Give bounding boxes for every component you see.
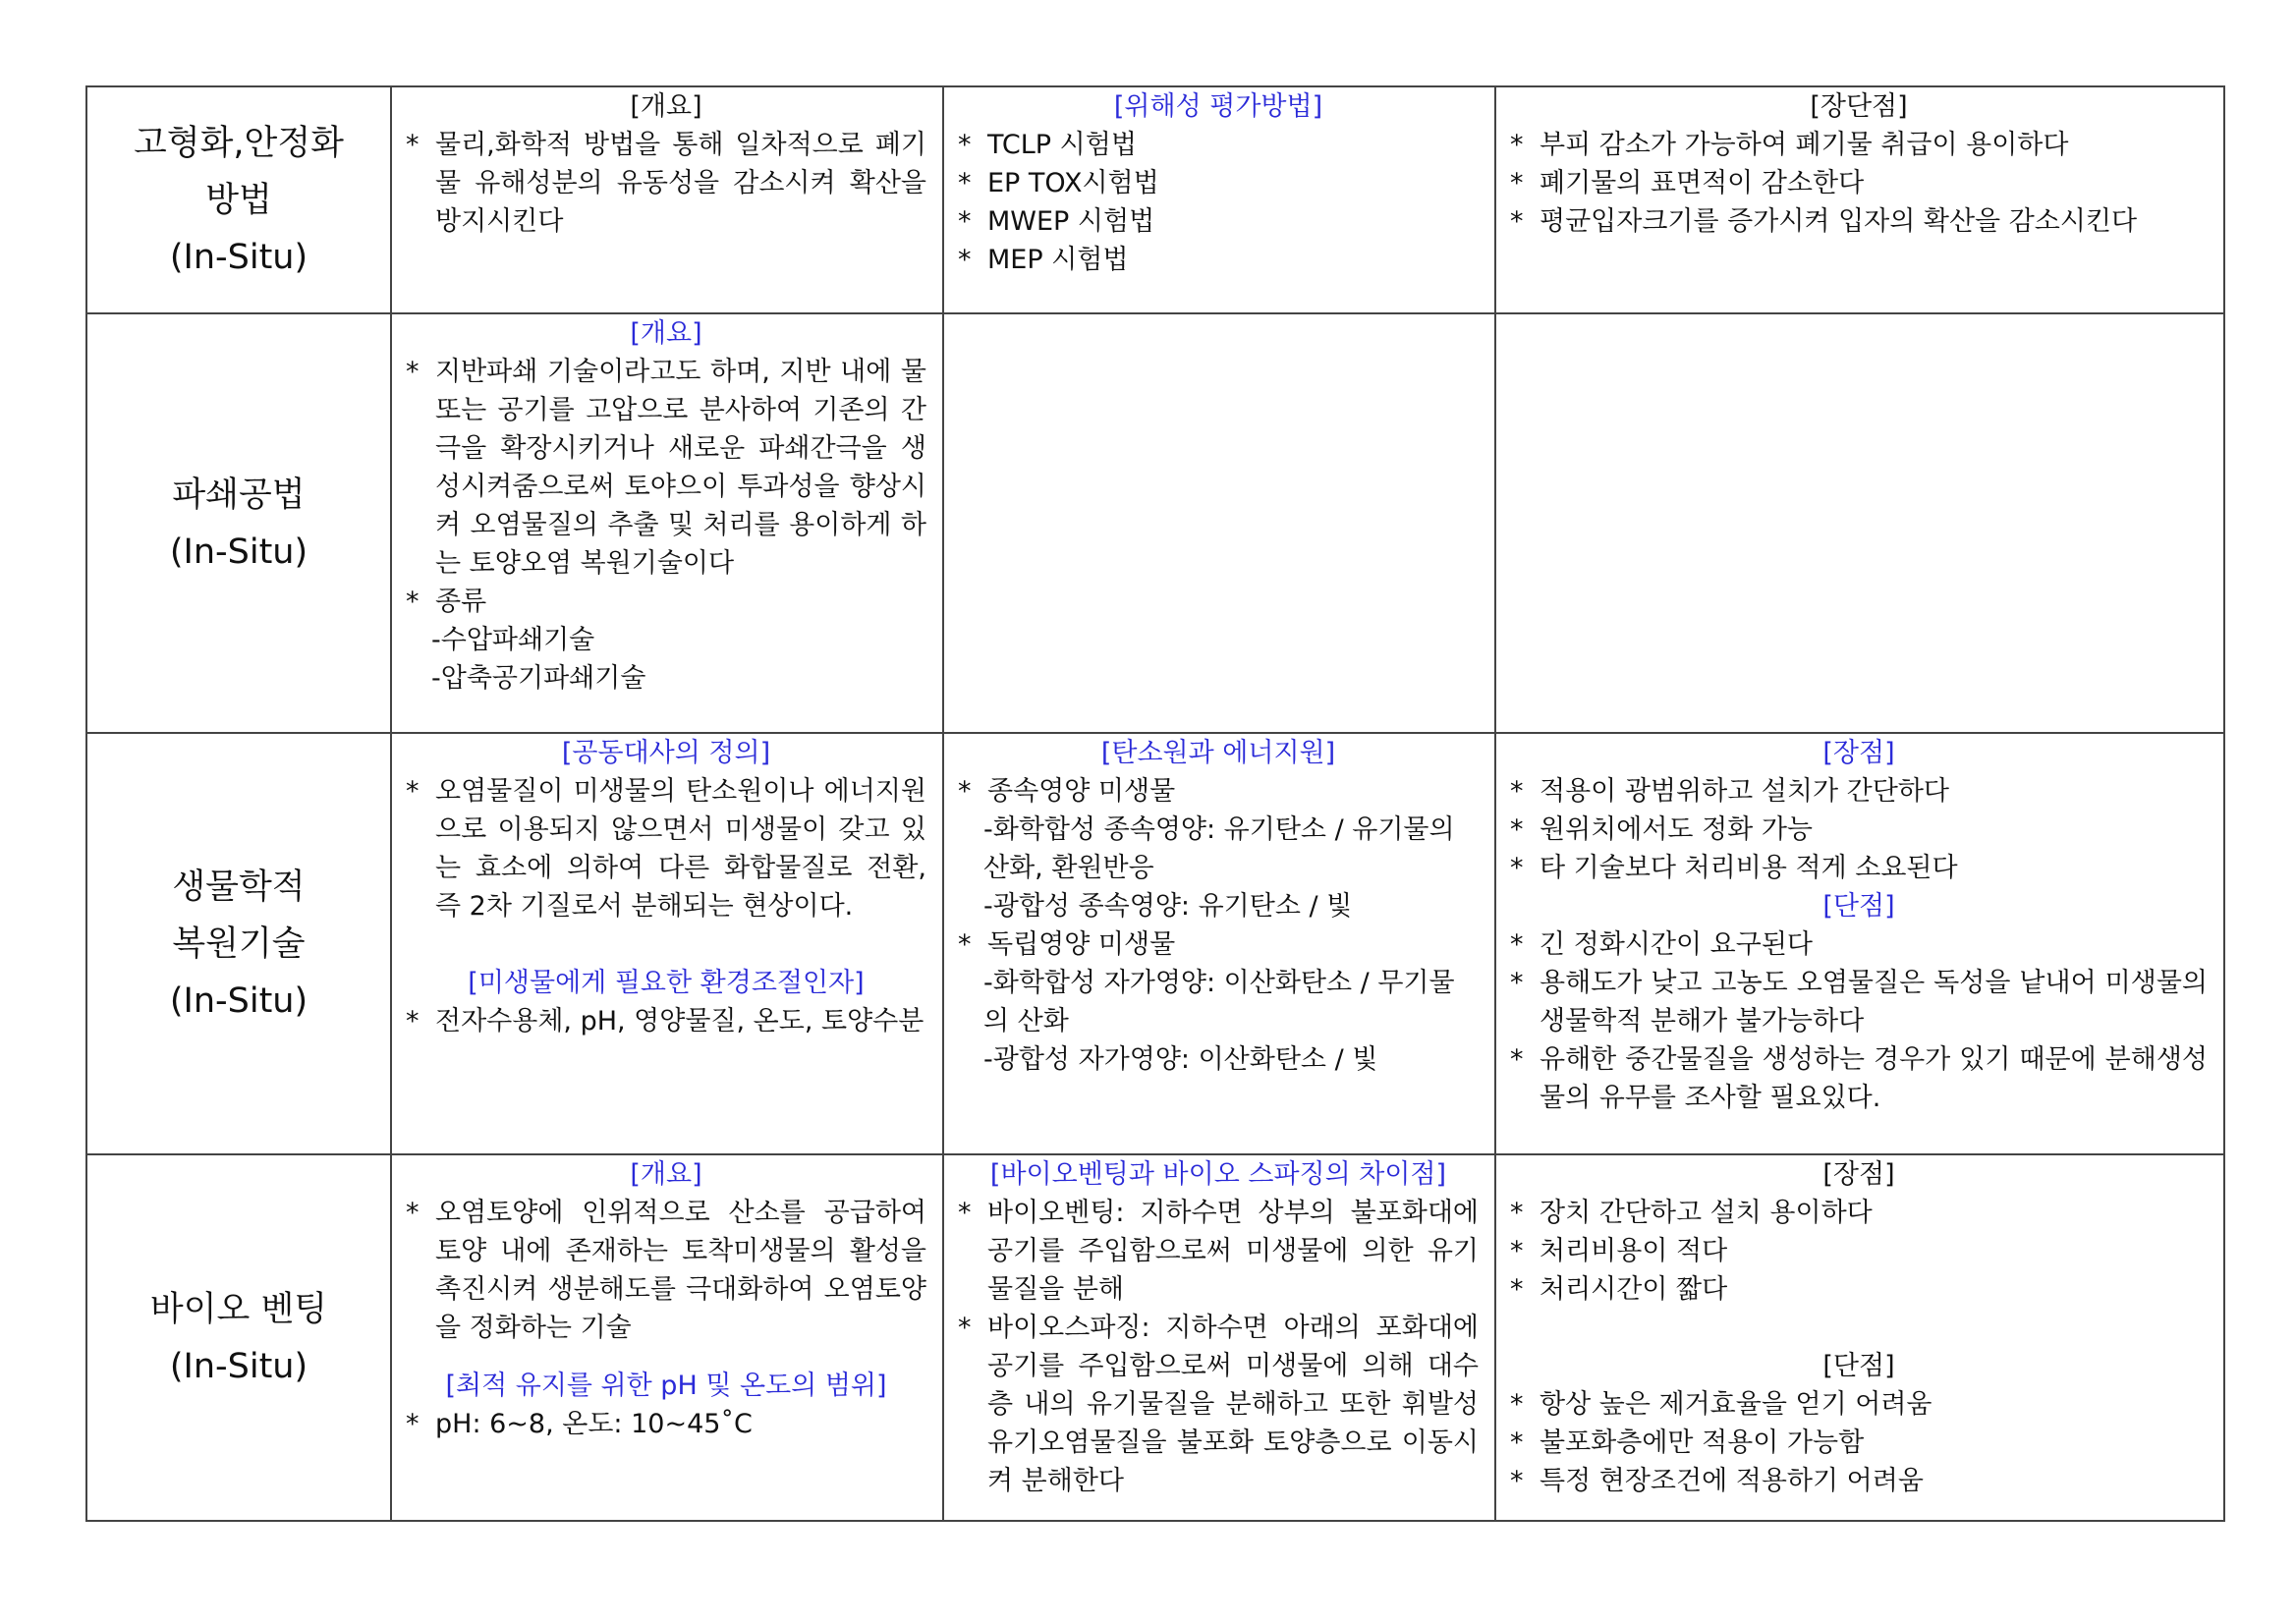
sub-item: -수압파쇄기술 <box>431 625 595 655</box>
method-name-line: 복원기술 <box>172 924 306 964</box>
method-name-cell <box>86 1154 391 1521</box>
pros-cons-cell <box>1495 733 2224 1154</box>
difference-cell <box>943 1154 1495 1521</box>
section-heading: [장점] <box>1822 738 1895 768</box>
bullet-item: * 종속영양 미생물 <box>958 772 1479 811</box>
bullet-item: * 지반파쇄 기술이라고도 하며, 지반 내에 물 또는 공기를 고압으로 분사하여 기존의 간극을 확장시키거나 새로운 파쇄간극을 생성시켜줌으로써 토야으이 투과성을 향상시켜 오염물질의 추출 및 처리를 용이하게 하는 토양오염 복원기술이다 <box>406 353 926 583</box>
section-heading: [최적 유지를 위한 pH 및 온도의 범위] <box>445 1371 887 1401</box>
overview-cell <box>391 1154 943 1521</box>
carbon-energy-cell <box>943 733 1495 1154</box>
bullet-item: * pH: 6~8, 온도: 10~45˚C <box>406 1405 926 1443</box>
section-heading: [개요] <box>630 91 702 122</box>
bullet-item: * 독립영양 미생물 <box>958 925 1479 964</box>
bullet-item: * 유해한 중간물질을 생성하는 경우가 있기 때문에 분해생성물의 유무를 조사할 필요있다. <box>1510 1040 2208 1117</box>
method-name-line: (In-Situ) <box>169 237 308 277</box>
method-name-cell <box>86 86 391 313</box>
empty-cell <box>943 313 1495 733</box>
section-heading: [바이오벤팅과 바이오 스파징의 차이점] <box>989 1159 1447 1190</box>
section-heading: [단점] <box>1822 891 1895 922</box>
method-name-line: (In-Situ) <box>169 532 308 572</box>
table-row-bioremediation <box>86 733 2224 1154</box>
bullet-item: * 평균입자크기를 증가시켜 입자의 확산을 감소시킨다 <box>1510 202 2208 241</box>
section-heading: [장점] <box>1822 1159 1895 1190</box>
bullet-item: * MEP 시험법 <box>958 241 1479 279</box>
sub-item: -압축공기파쇄기술 <box>431 663 646 694</box>
bullet-item: * 타 기술보다 처리비용 적게 소요된다 <box>1510 849 2208 887</box>
pros-cons-cell <box>1495 1154 2224 1521</box>
bullet-item: * 용해도가 낮고 고농도 오염물질은 독성을 낱내어 미생물의 생물학적 분해가 불가능하다 <box>1510 964 2208 1040</box>
bullet-item: * 처리비용이 적다 <box>1510 1232 2208 1270</box>
bullet-item: * 특정 현장조건에 적용하기 어려움 <box>1510 1462 2208 1500</box>
bullet-item: * 물리,화학적 방법을 통해 일차적으로 폐기물 유해성분의 유동성을 감소시켜 확산을 방지시킨다 <box>406 126 926 241</box>
sub-item: -광합성 자가영양: 이산화탄소 / 빛 <box>983 1044 1378 1075</box>
definition-cell <box>391 733 943 1154</box>
table-row-bioventing <box>86 1154 2224 1521</box>
bullet-item: * TCLP 시험법 <box>958 126 1479 164</box>
section-heading: [개요] <box>630 1159 702 1190</box>
bullet-item: * 폐기물의 표면적이 감소한다 <box>1510 164 2208 202</box>
bullet-item: * 바이오스파징: 지하수면 아래의 포화대에 공기를 주입함으로써 미생물에 의해 대수층 내의 유기물질을 분해하고 또한 휘발성 유기오염물질을 불포화 토양층으로 이동시켜 분해한다 <box>958 1309 1479 1500</box>
method-name-cell <box>86 733 391 1154</box>
method-name-line: 바이오 벤팅 <box>149 1289 328 1329</box>
method-name-line: (In-Situ) <box>169 1346 308 1386</box>
overview-cell <box>391 86 943 313</box>
overview-cell <box>391 313 943 733</box>
method-name-line: (In-Situ) <box>169 980 308 1021</box>
bullet-item: * 부피 감소가 가능하여 폐기물 취급이 용이하다 <box>1510 126 2208 164</box>
section-heading: [개요] <box>630 318 702 349</box>
method-name-cell <box>86 313 391 733</box>
bullet-item: * 처리시간이 짧다 <box>1510 1270 2208 1309</box>
table-row-fracturing <box>86 313 2224 733</box>
sub-item: -화학합성 종속영양: 유기탄소 / 유기물의 산화, 환원반응 <box>983 814 1455 883</box>
assessment-cell <box>943 86 1495 313</box>
section-heading: [탄소원과 에너지원] <box>1100 738 1336 768</box>
section-heading: [장단점] <box>1810 91 1908 122</box>
method-name-line: 고형화,안정화 <box>134 123 344 163</box>
method-name-line: 방법 <box>205 180 272 220</box>
method-name-line: 생물학적 <box>172 867 306 907</box>
sub-item: -광합성 종속영양: 유기탄소 / 빛 <box>983 891 1353 922</box>
bullet-item: * 바이오벤팅: 지하수면 상부의 불포화대에 공기를 주입함으로써 미생물에 의한 유기물질을 분해 <box>958 1194 1479 1309</box>
bullet-item: * 원위치에서도 정화 가능 <box>1510 811 2208 849</box>
section-heading: [단점] <box>1822 1351 1895 1381</box>
bullet-item: * 장치 간단하고 설치 용이하다 <box>1510 1194 2208 1232</box>
bullet-item: * 오염토양에 인위적으로 산소를 공급하여 토양 내에 존재하는 토착미생물의 활성을 촉진시켜 생분해도를 극대화하여 오염토양을 정화하는 기술 <box>406 1194 926 1347</box>
bullet-item: * 불포화층에만 적용이 가능함 <box>1510 1424 2208 1462</box>
bullet-item: * 항상 높은 제거효율을 얻기 어려움 <box>1510 1385 2208 1424</box>
pros-cons-cell <box>1495 86 2224 313</box>
bullet-item: * MWEP 시험법 <box>958 202 1479 241</box>
section-heading: [미생물에게 필요한 환경조절인자] <box>468 968 865 998</box>
sub-item: -화학합성 자가영양: 이산화탄소 / 무기물의 산화 <box>983 968 1455 1036</box>
empty-cell <box>1495 313 2224 733</box>
table-row-solidification <box>86 86 2224 313</box>
bullet-item: * 긴 정화시간이 요구된다 <box>1510 925 2208 964</box>
bullet-item: * 전자수용체, pH, 영양물질, 온도, 토양수분 <box>406 1002 926 1040</box>
bullet-item: * EP TOX시험법 <box>958 164 1479 202</box>
bullet-item: * 적용이 광범위하고 설치가 간단하다 <box>1510 772 2208 811</box>
section-heading: [공동대사의 정의] <box>561 738 771 768</box>
section-heading: [위해성 평가방법] <box>1113 91 1323 122</box>
bullet-item: * 오염물질이 미생물의 탄소원이나 에너지원으로 이용되지 않으면서 미생물이 갖고 있는 효소에 의하여 다른 화합물질로 전환, 즉 2차 기질로서 분해되는 현상이다. <box>406 772 926 925</box>
method-name-line: 파쇄공법 <box>172 475 306 515</box>
bullet-item: * 종류 <box>406 583 926 621</box>
remediation-table <box>85 85 2225 1522</box>
